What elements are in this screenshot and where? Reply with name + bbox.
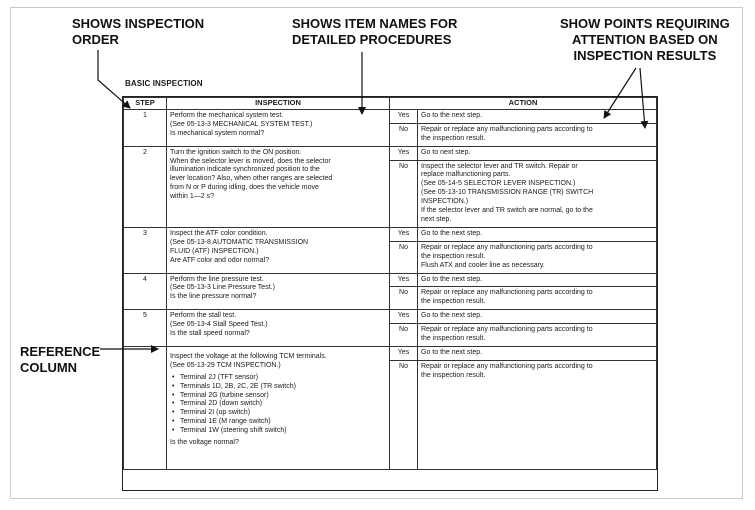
- step-number: 5: [124, 310, 167, 347]
- callout-item-names: SHOWS ITEM NAMES FOR DETAILED PROCEDURES: [292, 16, 458, 47]
- text-line: FLUID (ATF) INSPECTION.): [170, 247, 259, 255]
- terminal-item: • Terminal 1W (steering shift switch): [180, 427, 386, 436]
- header-inspection: INSPECTION: [167, 98, 390, 110]
- text-line: (See 05-13-3 MECHANICAL SYSTEM TEST.): [170, 120, 313, 128]
- inspection-cell: [167, 227, 390, 273]
- inspection-question: Is the voltage normal?: [170, 439, 239, 447]
- table-header-row: [124, 98, 657, 110]
- yes-label: Yes: [390, 109, 418, 123]
- text-line: Go to the next step.: [421, 111, 483, 119]
- text-line: within 1—2 s?: [170, 193, 214, 201]
- text-line: (See 05-13-3 Line Pressure Test.): [170, 284, 275, 292]
- text-line: the inspection result.: [421, 335, 486, 343]
- no-label: No: [390, 241, 418, 273]
- table-row: [124, 227, 657, 241]
- inspection-cell: [167, 310, 390, 347]
- text-line: Go to the next step.: [421, 348, 483, 356]
- table-row: [124, 146, 657, 160]
- no-label: No: [390, 123, 418, 146]
- text-line: Perform the line pressure test.: [170, 275, 264, 283]
- text-line: Repair or replace any malfunctioning parts according to: [421, 326, 593, 334]
- inspection-cell: [167, 109, 390, 146]
- text-line: Go to the next step.: [421, 229, 483, 237]
- text-line: Is the line pressure normal?: [170, 293, 257, 301]
- text-line: the inspection result.: [421, 252, 486, 260]
- yes-action: [418, 146, 657, 160]
- terminal-list: [170, 374, 386, 436]
- text-line: lever location? Also, when other ranges are selected: [170, 175, 333, 183]
- no-action: [418, 123, 657, 146]
- text-line: Inspect the selector lever and TR switch. Repair or: [421, 162, 578, 170]
- terminal-item: • Terminal 2I (up switch): [180, 409, 386, 418]
- text-line: Flush ATX and cooler line as necessary.: [421, 261, 545, 269]
- callout-reference-column: REFERENCE COLUMN: [20, 344, 101, 375]
- header-step: STEP: [124, 98, 167, 110]
- no-action: [418, 360, 657, 469]
- text-line: (See 05-13-10 TRANSMISSION RANGE (TR) SWITCH: [421, 189, 594, 197]
- terminal-item: • Terminal 2G (turbine sensor): [180, 392, 386, 401]
- text-line: next step.: [421, 215, 452, 223]
- text-line: Is mechanical system normal?: [170, 129, 265, 137]
- no-label: No: [390, 360, 418, 469]
- text-line: Inspect the ATF color condition.: [170, 229, 268, 237]
- inspection-table: [123, 97, 657, 470]
- section-heading: BASIC INSPECTION: [125, 79, 203, 88]
- callout-attention-points: SHOW POINTS REQUIRING ATTENTION BASED ON INSPECTION RESULTS: [560, 16, 730, 63]
- yes-action: [418, 310, 657, 324]
- header-action: ACTION: [390, 98, 657, 110]
- text-line: (See 05-14-5 SELECTOR LEVER INSPECTION.): [421, 180, 576, 188]
- text-line: the inspection result.: [421, 134, 486, 142]
- text-line: the inspection result.: [421, 298, 486, 306]
- inspection-sheet: [122, 96, 658, 491]
- text-line: Go to the next step.: [421, 275, 483, 283]
- text-line: Go to the next step.: [421, 312, 483, 320]
- text-line: If the selector lever and TR switch are normal, go to the: [421, 207, 593, 215]
- text-line: INSPECTION.): [421, 198, 469, 206]
- text-line: the inspection result.: [421, 371, 486, 379]
- step-number: 1: [124, 109, 167, 146]
- text-line: (See 05-13-8 AUTOMATIC TRANSMISSION: [170, 238, 309, 246]
- no-label: No: [390, 287, 418, 310]
- yes-action: [418, 227, 657, 241]
- inspection-cell: [167, 146, 390, 227]
- text-line: replace malfunctioning parts.: [421, 171, 511, 179]
- yes-label: Yes: [390, 273, 418, 287]
- step-number: 2: [124, 146, 167, 227]
- step-number: [124, 346, 167, 469]
- yes-action: [418, 346, 657, 360]
- text-line: Repair or replace any malfunctioning parts according to: [421, 289, 593, 297]
- no-action: [418, 287, 657, 310]
- text-line: Go to next step.: [421, 148, 471, 156]
- yes-label: Yes: [390, 310, 418, 324]
- table-row: [124, 273, 657, 287]
- text-line: (See 05-13-29 TCM INSPECTION.): [170, 361, 281, 369]
- yes-label: Yes: [390, 146, 418, 160]
- no-action: [418, 324, 657, 347]
- step-number: 4: [124, 273, 167, 310]
- terminal-item: • Terminal 1E (M range switch): [180, 418, 386, 427]
- callout-inspection-order: SHOWS INSPECTION ORDER: [72, 16, 205, 47]
- text-line: Are ATF color and odor normal?: [170, 256, 270, 264]
- text-line: (See 05-13-4 Stall Speed Test.): [170, 321, 268, 329]
- text-line: illumination indicate synchronized position to the: [170, 166, 320, 174]
- text-line: Repair or replace any malfunctioning parts according to: [421, 362, 593, 370]
- no-label: No: [390, 160, 418, 227]
- no-action: [418, 241, 657, 273]
- text-line: Repair or replace any malfunctioning parts according to: [421, 243, 593, 251]
- terminal-item: • Terminals 1D, 2B, 2C, 2E (TR switch): [180, 383, 386, 392]
- table-row: [124, 346, 657, 360]
- yes-action: [418, 109, 657, 123]
- table-row: [124, 310, 657, 324]
- step-number: 3: [124, 227, 167, 273]
- text-line: Perform the mechanical system test.: [170, 111, 284, 119]
- text-line: Repair or replace any malfunctioning parts according to: [421, 125, 593, 133]
- text-line: Is the stall speed normal?: [170, 330, 250, 338]
- text-line: Perform the stall test.: [170, 312, 237, 320]
- text-line: Inspect the voltage at the following TCM terminals.: [170, 352, 327, 360]
- inspection-cell: [167, 273, 390, 310]
- text-line: When the selector lever is moved, does the selector: [170, 157, 331, 165]
- no-label: No: [390, 324, 418, 347]
- terminal-item: • Terminal 2D (down switch): [180, 400, 386, 409]
- yes-label: Yes: [390, 227, 418, 241]
- terminal-item: • Terminal 2J (TFT sensor): [180, 374, 386, 383]
- inspection-cell: [167, 346, 390, 469]
- yes-label: Yes: [390, 346, 418, 360]
- no-action: [418, 160, 657, 227]
- table-row: [124, 109, 657, 123]
- text-line: from N or P during idling, does the vehicle move: [170, 184, 319, 192]
- yes-action: [418, 273, 657, 287]
- text-line: Turn the ignition switch to the ON position.: [170, 148, 302, 156]
